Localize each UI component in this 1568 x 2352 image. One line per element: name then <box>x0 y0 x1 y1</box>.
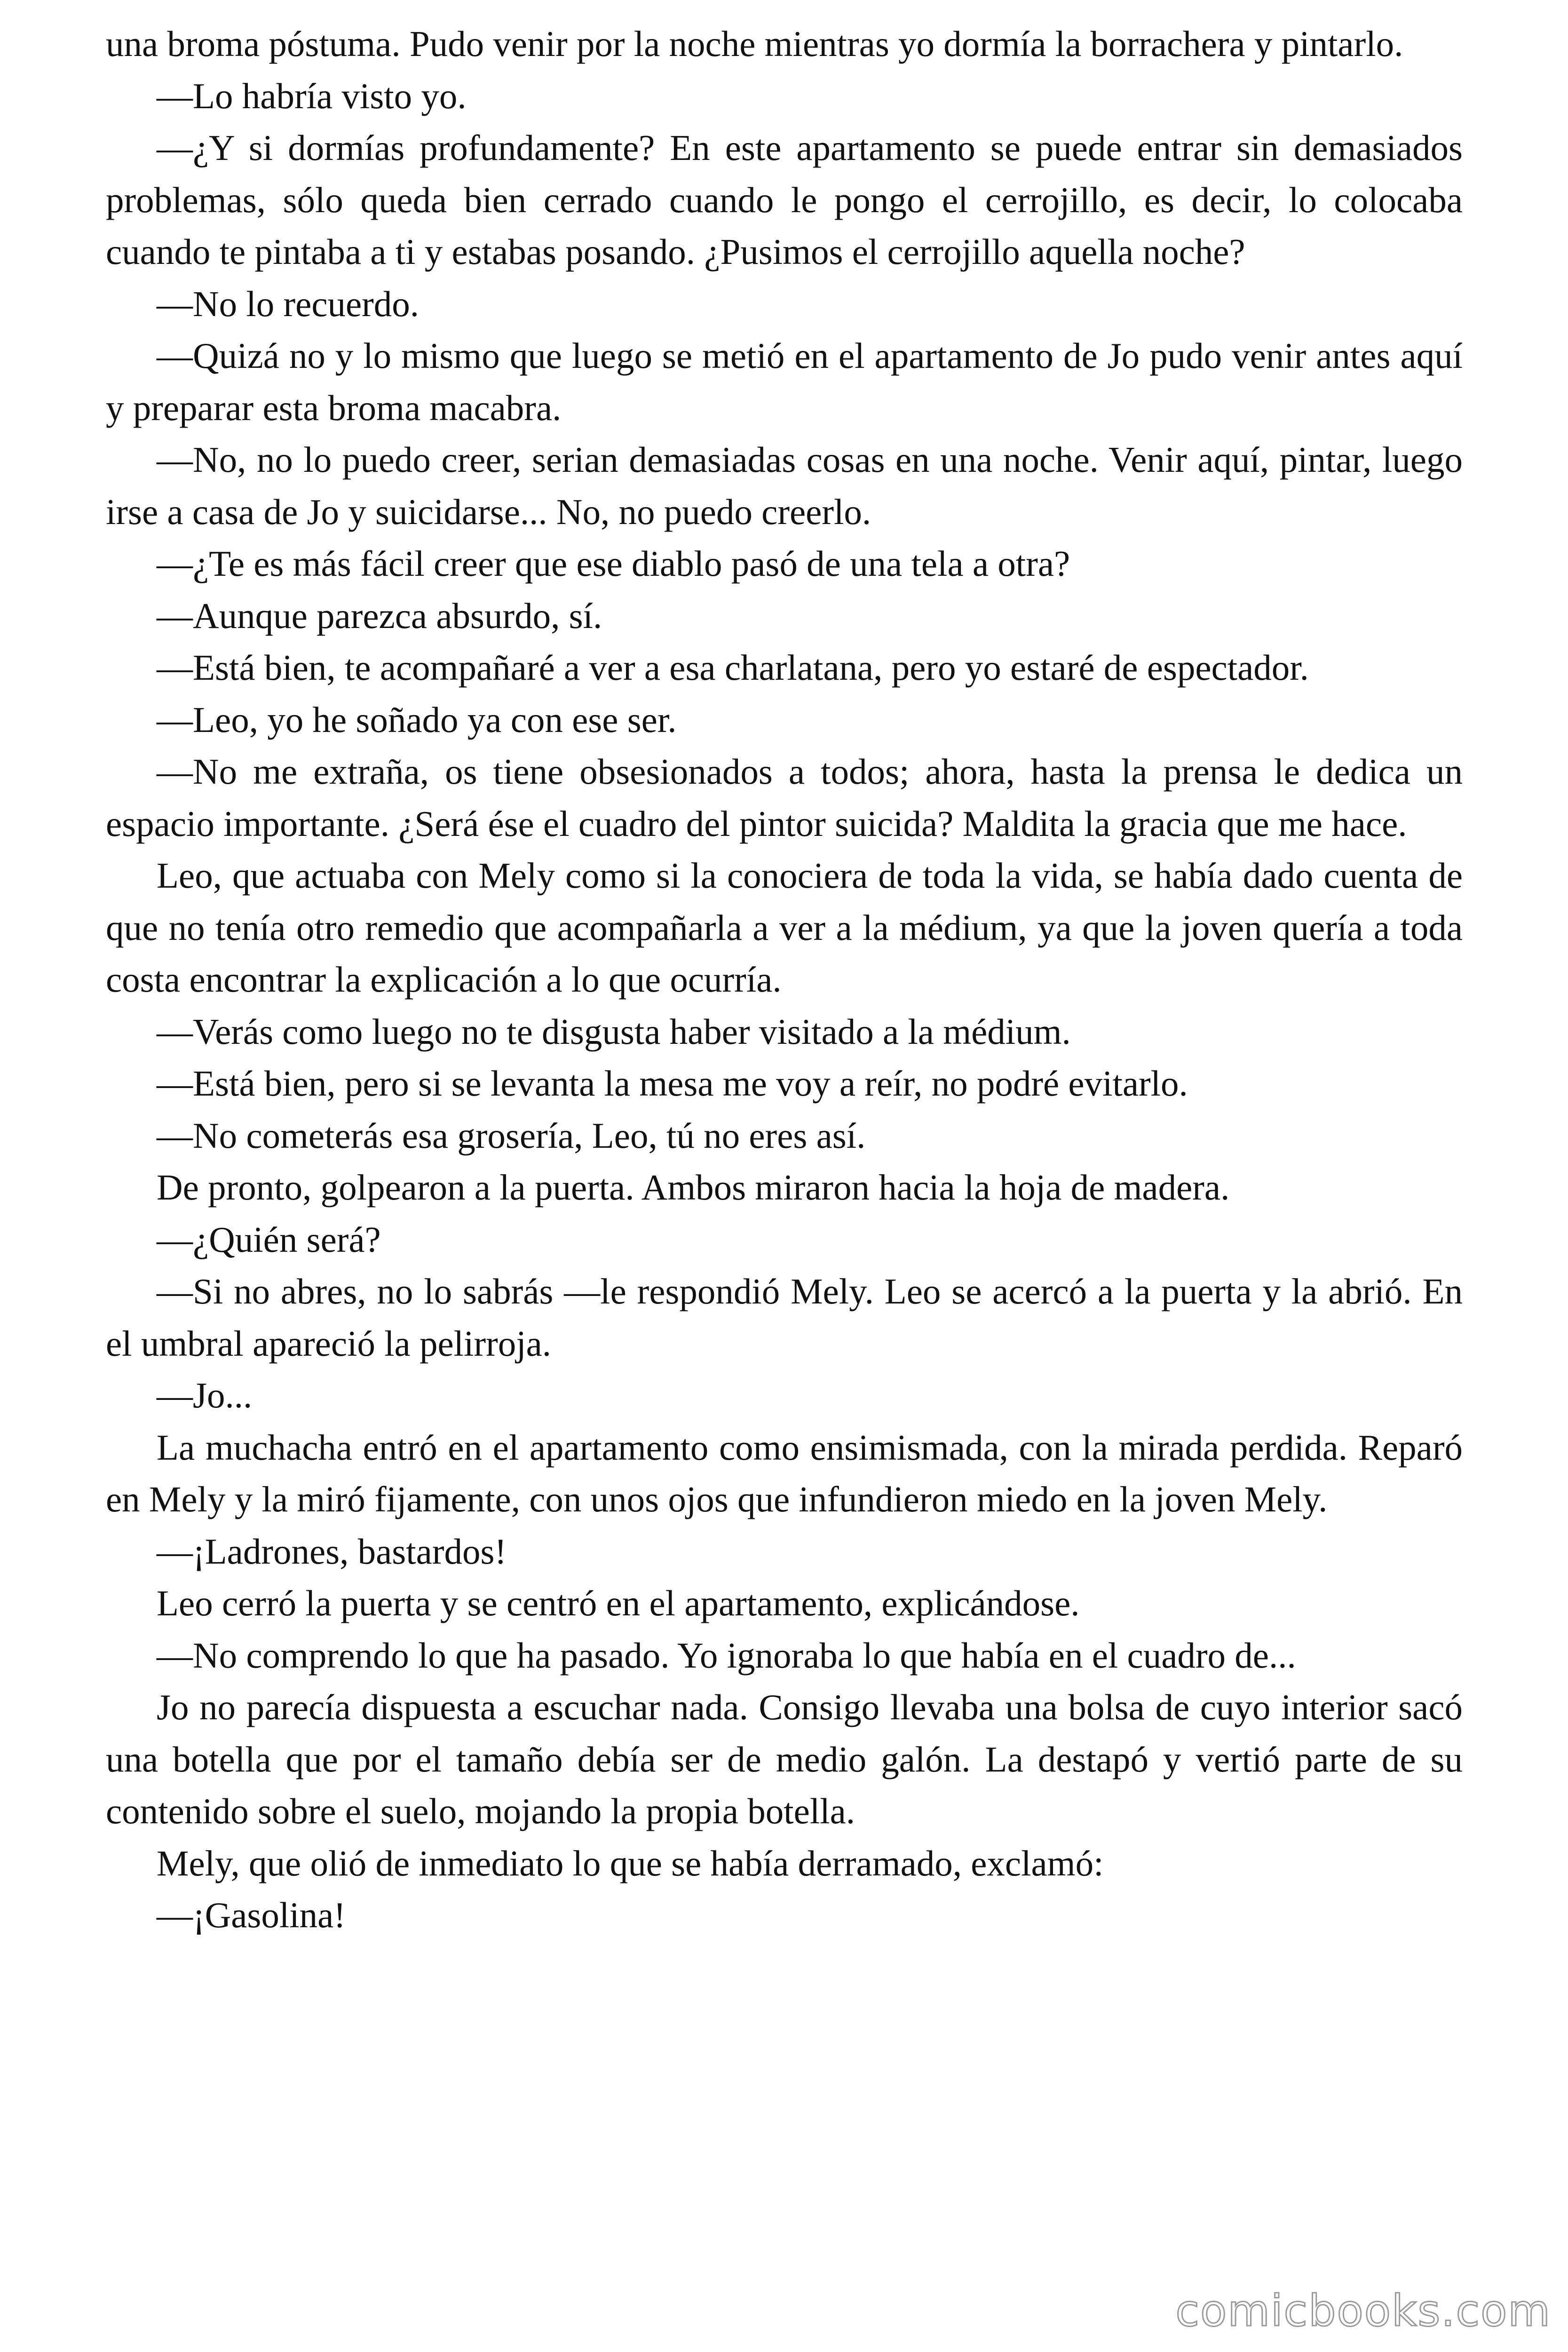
paragraph: —¿Quién será? <box>157 1219 381 1260</box>
paragraph: —Lo habría visto yo. <box>157 75 467 116</box>
paragraph: —Jo... <box>157 1375 253 1415</box>
paragraph: —¿Y si dormías profundamente? En este apartamento se puede entrar sin demasiados problemas, sólo queda bien cerrado cuando le pongo el cerrojillo, es decir, lo colocaba cuando te pintaba a ti y estabas posando. ¿Pusimos el cerrojillo aquella noche? <box>106 127 1463 272</box>
book-page <box>106 18 1463 1941</box>
paragraph: —No comprendo lo que ha pasado. Yo ignoraba lo que había en el cuadro de... <box>157 1635 1296 1676</box>
paragraph: —Aunque parezca absurdo, sí. <box>157 595 602 636</box>
paragraph: La muchacha entró en el apartamento como ensimismada, con la mirada perdida. Reparó en Mely y la miró fijamente, con unos ojos que infundieron miedo en la joven Mely. <box>106 1427 1463 1519</box>
paragraph: —¡Ladrones, bastardos! <box>157 1531 507 1572</box>
paragraph: Leo, que actuaba con Mely como si la conociera de toda la vida, se había dado cuenta de que no tenía otro remedio que acompañarla a ver a la médium, ya que la joven quería a toda costa encontrar la explicación a lo que ocurría. <box>106 855 1463 1000</box>
paragraph: —¿Te es más fácil creer que ese diablo pasó de una tela a otra? <box>157 543 1070 584</box>
paragraph: —No, no lo puedo creer, serian demasiadas cosas en una noche. Venir aquí, pintar, luego irse a casa de Jo y suicidarse... No, no puedo creerlo. <box>106 439 1463 532</box>
paragraph: Mely, que olió de inmediato lo que se había derramado, exclamó: <box>157 1843 1104 1883</box>
paragraph: —¡Gasolina! <box>157 1895 346 1935</box>
paragraph: Jo no parecía dispuesta a escuchar nada. Consigo llevaba una bolsa de cuyo interior sacó una botella que por el tamaño debía ser de medio galón. La destapó y vertió parte de su contenido sobre el suelo, mojando la propia botella. <box>106 1687 1463 1831</box>
paragraph: —Si no abres, no lo sabrás —le respondió Mely. Leo se acercó a la puerta y la abrió. En el umbral apareció la pelirroja. <box>106 1271 1463 1364</box>
paragraph: —No me extraña, os tiene obsesionados a todos; ahora, hasta la prensa le dedica un espacio importante. ¿Será ése el cuadro del pintor suicida? Maldita la gracia que me hace. <box>106 751 1463 844</box>
paragraph: Leo cerró la puerta y se centró en el apartamento, explicándose. <box>157 1583 1080 1623</box>
paragraph: —Verás como luego no te disgusta haber visitado a la médium. <box>157 1011 1071 1052</box>
paragraph: De pronto, golpearon a la puerta. Ambos miraron hacia la hoja de madera. <box>157 1167 1230 1208</box>
paragraph: —Quizá no y lo mismo que luego se metió en el apartamento de Jo pudo venir antes aquí y preparar esta broma macabra. <box>106 335 1463 428</box>
watermark: comicbooks.com <box>1175 2286 1551 2336</box>
paragraph: —Leo, yo he soñado ya con ese ser. <box>157 699 677 740</box>
paragraph: —No cometerás esa grosería, Leo, tú no eres así. <box>157 1115 866 1156</box>
paragraph: —Está bien, pero si se levanta la mesa me voy a reír, no podré evitarlo. <box>157 1063 1188 1104</box>
paragraph: —No lo recuerdo. <box>157 283 420 324</box>
paragraph: —Está bien, te acompañaré a ver a esa charlatana, pero yo estaré de espectador. <box>157 647 1309 688</box>
paragraph: una broma póstuma. Pudo venir por la noche mientras yo dormía la borrachera y pintarlo. <box>106 24 1403 64</box>
